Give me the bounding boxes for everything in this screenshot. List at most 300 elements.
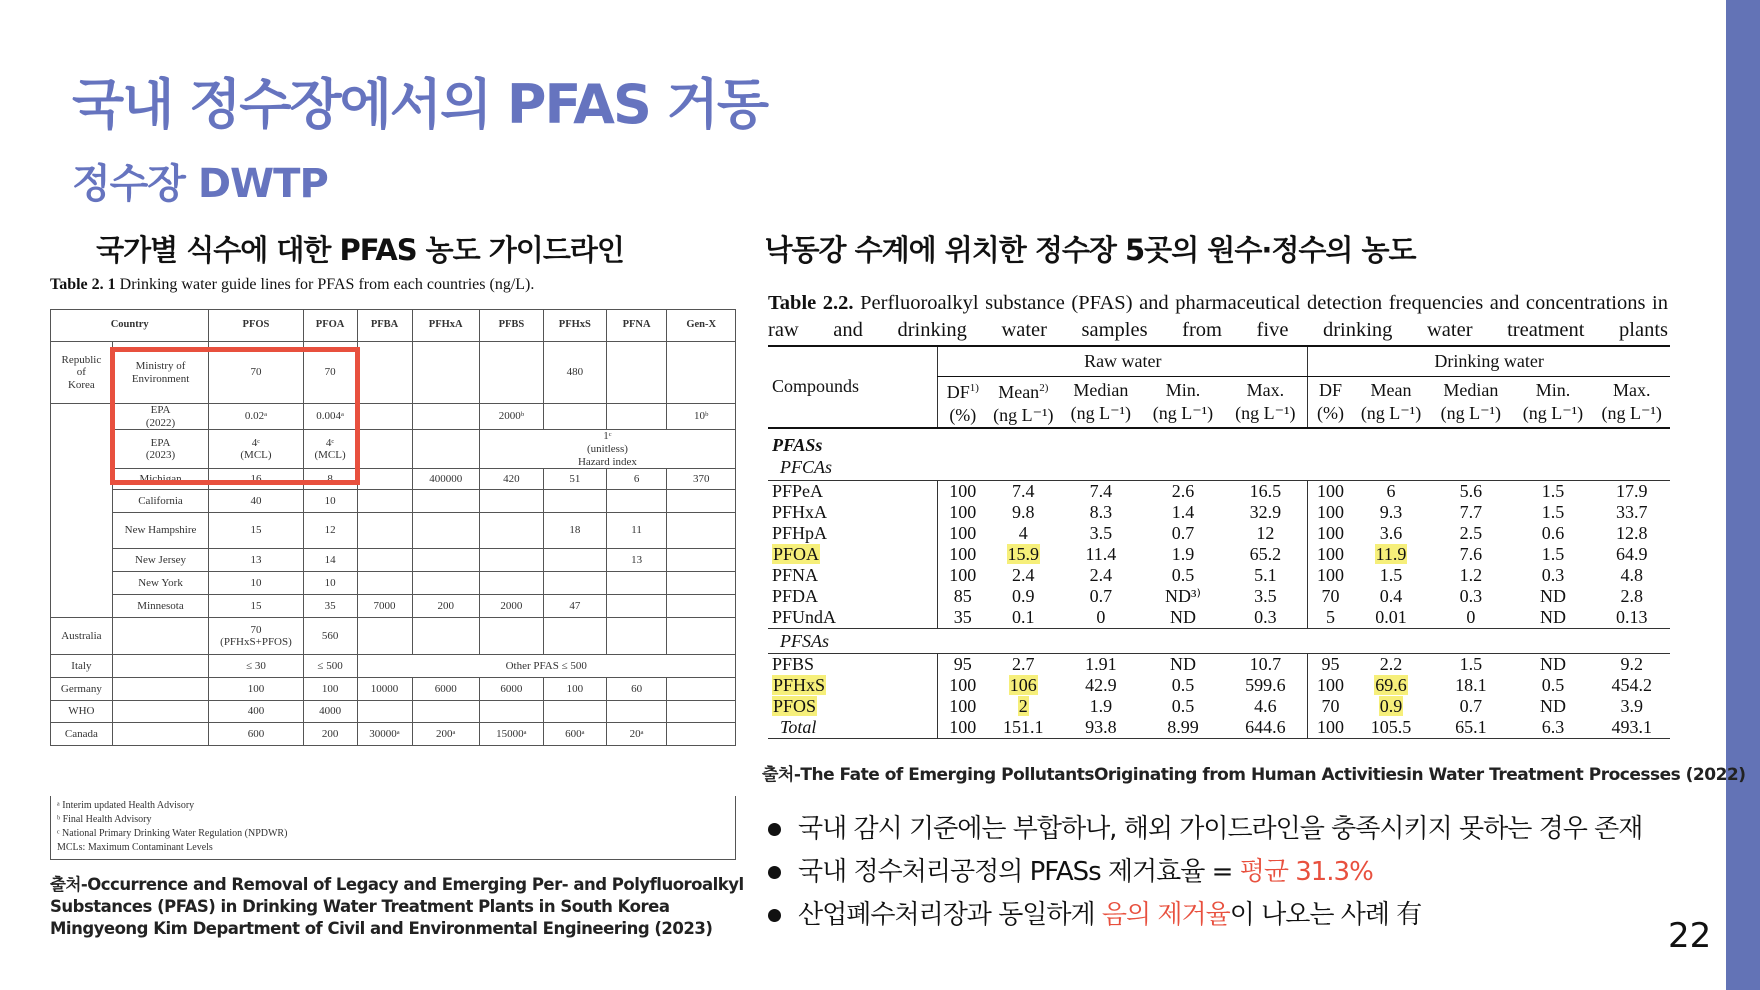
cell-value: 8.3 — [1089, 502, 1113, 522]
bullet-item — [766, 894, 1642, 937]
left-source: 출처-Occurrence and Removal of Legacy and Emerging Per- and Polyfluoroalkyl Substances (PFAS) in Drinking Water Treatment Plants in South Korea Mingyeong Kim Department of Civil and Environmental Engineering (2023) — [50, 875, 744, 938]
table-cell — [987, 565, 1059, 586]
table-cell — [543, 404, 606, 430]
table-cell — [543, 618, 606, 655]
table-row — [51, 618, 736, 655]
cell-value: 0.7 — [1459, 696, 1483, 716]
cell-value: 7.7 — [1459, 502, 1483, 522]
table-cell — [1593, 586, 1670, 607]
table-cell — [606, 701, 667, 723]
cell-value: 100 — [949, 565, 977, 585]
table-cell: 100 — [303, 678, 357, 701]
cell-value: 17.9 — [1615, 481, 1648, 501]
cell-value: 70 — [1321, 586, 1340, 606]
table-cell: 6000 — [479, 678, 543, 701]
table-cell — [938, 481, 987, 503]
column-header: PFOS — [209, 310, 303, 342]
table-cell: 2000ᵇ — [479, 404, 543, 430]
column-header: PFHxA — [412, 310, 479, 342]
table-cell — [1593, 607, 1670, 629]
cell-value: 2.4 — [1012, 565, 1035, 585]
table-cell: 480 — [543, 342, 606, 404]
table-row — [51, 678, 736, 701]
cell-value: 3.9 — [1620, 696, 1643, 716]
header-group-row — [768, 346, 1670, 376]
table-cell — [1059, 607, 1142, 629]
right-table-caption — [768, 290, 1668, 344]
column-header — [1142, 376, 1223, 428]
column-header: Gen-X — [667, 310, 736, 342]
cell-value: 599.6 — [1245, 675, 1286, 695]
table-cell — [1223, 696, 1307, 717]
slide-subtitle: 정수장 DWTP — [72, 161, 328, 207]
cell-value: 2.4 — [1089, 565, 1113, 585]
table-cell — [479, 618, 543, 655]
bullet-emphasis: 음의 제거율 — [1101, 900, 1230, 930]
table-cell: 8 — [303, 469, 357, 490]
cell-value: 454.2 — [1611, 675, 1652, 695]
compound-name — [768, 523, 938, 544]
table-cell: 13 — [606, 549, 667, 572]
table-cell — [1308, 607, 1353, 629]
caption-label: Table 2. 1 — [50, 276, 116, 293]
table-cell: 400000 — [412, 469, 479, 490]
header-unit: (ng L⁻¹) — [993, 404, 1054, 425]
table-row — [51, 549, 736, 572]
table-cell — [606, 595, 667, 618]
column-header — [1223, 376, 1307, 428]
table-cell: ≤ 500 — [303, 655, 357, 678]
table-cell — [1223, 586, 1307, 607]
cell-value: 32.9 — [1249, 502, 1282, 522]
header-label: Max. — [1246, 379, 1285, 400]
table-cell — [1308, 544, 1353, 565]
guideline-footnotes — [50, 796, 736, 860]
cell-value: 2.7 — [1012, 654, 1035, 674]
table-cell — [1223, 502, 1307, 523]
table-cell: 10 — [303, 490, 357, 513]
table-cell — [1223, 607, 1307, 629]
table-cell — [51, 404, 113, 618]
table-cell: New Hampshire — [112, 513, 209, 549]
table-cell: 600ᵃ — [543, 723, 606, 746]
table-cell — [1308, 675, 1353, 696]
cell-value: 3.6 — [1379, 523, 1403, 543]
table-cell — [938, 607, 987, 629]
table-cell — [667, 678, 736, 701]
caption-label: Table 2.2. — [768, 292, 854, 314]
cell-value: 2.2 — [1379, 654, 1403, 674]
cell-value: 12.8 — [1615, 523, 1648, 543]
group-label: PFCAs — [780, 457, 832, 478]
cell-value: PFPeA — [772, 481, 824, 501]
table-cell: 14 — [303, 549, 357, 572]
table-cell — [1059, 523, 1142, 544]
table-cell: Germany — [51, 678, 113, 701]
table-cell: Minnesota — [112, 595, 209, 618]
cell-value: 0.5 — [1171, 565, 1195, 585]
compound-name — [768, 565, 938, 586]
cell-value: 7.4 — [1012, 481, 1035, 501]
header-label: Min. — [1165, 379, 1201, 400]
cell-value: 100 — [1317, 544, 1345, 564]
cell-value: 0.1 — [1012, 607, 1035, 627]
cell-value: 1.4 — [1171, 502, 1195, 522]
table-cell — [1512, 607, 1593, 629]
table-cell: 100 — [543, 678, 606, 701]
column-header: PFOA — [303, 310, 357, 342]
bullet-text: 국내 감시 기준에는 부합하나, 해외 가이드라인을 충족시키지 못하는 경우 존재 — [798, 814, 1643, 844]
table-cell — [1142, 523, 1223, 544]
table-cell: 200 — [303, 723, 357, 746]
table-cell — [938, 696, 987, 717]
table-cell — [1353, 565, 1429, 586]
column-header — [1059, 376, 1142, 428]
highlight-box — [110, 347, 360, 485]
group-row — [768, 456, 1670, 481]
table-cell — [479, 513, 543, 549]
compound-name — [768, 675, 938, 696]
cell-value: 0.7 — [1089, 586, 1113, 606]
table-cell: 2000 — [479, 595, 543, 618]
table-cell — [938, 565, 987, 586]
table-cell: 420 — [479, 469, 543, 490]
header-unit: (ng L⁻¹) — [1522, 402, 1584, 423]
table-cell — [1223, 565, 1307, 586]
compounds-header: Compounds — [768, 346, 938, 428]
cell-value: 100 — [949, 523, 977, 543]
table-cell — [1142, 654, 1223, 676]
table-cell: 370 — [667, 469, 736, 490]
table-cell: 4ᶜ (MCL) — [209, 430, 303, 469]
compound-name — [768, 696, 938, 717]
table-cell: 6.3 — [1541, 717, 1565, 737]
bullet-text: 이 나오는 사례 有 — [1229, 900, 1422, 930]
table-cell — [1059, 502, 1142, 523]
table-cell — [1308, 696, 1353, 717]
cell-value: PFHxA — [772, 502, 828, 522]
table-cell — [987, 607, 1059, 629]
cell-value: ND — [1169, 654, 1196, 674]
table-cell — [357, 430, 412, 469]
group-label: PFASs — [772, 434, 823, 455]
cell-value: 5.1 — [1254, 565, 1277, 585]
cell-value: 100 — [1317, 523, 1345, 543]
header-unit: (ng L⁻¹) — [1070, 402, 1132, 423]
column-header: PFNA — [606, 310, 667, 342]
table-cell: Australia — [51, 618, 113, 655]
cell-value: 2.6 — [1171, 481, 1195, 501]
table-cell: 70 (PFHxS+PFOS) — [209, 618, 303, 655]
header-unit: (%) — [949, 404, 977, 425]
cell-value: 3.5 — [1089, 523, 1113, 543]
footnote: ᶜ National Primary Drinking Water Regulation (NPDWR) — [57, 828, 288, 839]
cell-value: 100 — [949, 696, 977, 716]
table-cell — [1512, 675, 1593, 696]
table-cell — [1353, 544, 1429, 565]
table-cell: 10ᵇ — [667, 404, 736, 430]
cell-value: 1.5 — [1541, 481, 1565, 501]
cell-value: 2.8 — [1620, 586, 1643, 606]
cell-value: 0.7 — [1171, 523, 1195, 543]
header-label: DF — [1319, 379, 1343, 400]
table-cell — [112, 701, 209, 723]
cell-value: 0.3 — [1541, 565, 1565, 585]
cell-value: 1.2 — [1459, 565, 1483, 585]
cell-value: 5.6 — [1459, 481, 1483, 501]
cell-value: 95 — [1321, 654, 1340, 674]
table-cell — [412, 342, 479, 404]
table-cell — [987, 544, 1059, 565]
header-unit: (ng L⁻¹) — [1152, 402, 1214, 423]
table-row — [768, 565, 1670, 586]
cell-value: 70 — [1321, 696, 1340, 716]
cell-value: PFDA — [772, 586, 819, 606]
table-cell — [1512, 654, 1593, 676]
group-label: PFSAs — [780, 630, 829, 651]
table-cell: 0.004ᵃ — [303, 404, 357, 430]
cell-value: PFHxS — [773, 675, 826, 695]
group-row — [768, 629, 1670, 654]
table-cell — [606, 342, 667, 404]
table-cell — [1223, 675, 1307, 696]
table-cell — [543, 549, 606, 572]
table-cell: 51 — [543, 469, 606, 490]
cell-value: 15.9 — [1007, 544, 1040, 564]
table-cell — [987, 481, 1059, 503]
table-cell — [1353, 696, 1429, 717]
table-cell: 47 — [543, 595, 606, 618]
compound-name — [768, 481, 938, 503]
table-cell — [412, 430, 479, 469]
table-cell — [1429, 607, 1512, 629]
cell-value: 2.5 — [1459, 523, 1483, 543]
table-cell — [938, 502, 987, 523]
cell-value: 3.5 — [1254, 586, 1277, 606]
cell-value: 0.3 — [1459, 586, 1483, 606]
table-cell: 105.5 — [1370, 717, 1412, 737]
column-header — [938, 376, 987, 428]
table-cell: 100 — [938, 717, 987, 739]
bullet-text: 국내 정수처리공정의 PFASs 제거효율 = — [798, 857, 1240, 887]
table-cell — [1593, 654, 1670, 676]
table-cell — [1512, 544, 1593, 565]
table-row — [768, 481, 1670, 503]
header-unit: (ng L⁻¹) — [1360, 402, 1422, 423]
cell-value: ND — [1539, 586, 1566, 606]
compound-name — [768, 654, 938, 676]
cell-value: 35 — [953, 607, 972, 627]
table-cell: 100 — [1308, 717, 1353, 739]
column-header — [987, 376, 1059, 428]
table-cell: 16 — [209, 469, 303, 490]
table-cell: 200ᵃ — [412, 723, 479, 746]
left-table-caption — [50, 276, 534, 294]
table-cell — [1429, 481, 1512, 503]
table-cell — [1593, 502, 1670, 523]
table-cell — [412, 404, 479, 430]
table-cell: 15 — [209, 595, 303, 618]
table-cell — [357, 513, 412, 549]
table-cell — [1223, 544, 1307, 565]
table-cell — [987, 696, 1059, 717]
column-header: PFBS — [479, 310, 543, 342]
table-cell — [667, 701, 736, 723]
cell-value: 100 — [1317, 481, 1345, 501]
table-cell — [938, 675, 987, 696]
table-cell — [543, 701, 606, 723]
table-row — [51, 655, 736, 678]
cell-value: 9.2 — [1620, 654, 1643, 674]
table-cell: 1ᶜ (unitless) Hazard index — [479, 430, 735, 469]
table-cell — [357, 701, 412, 723]
table-cell — [357, 342, 412, 404]
table-cell: 20ᵃ — [606, 723, 667, 746]
cell-value: 1.9 — [1171, 544, 1195, 564]
table-cell — [1059, 586, 1142, 607]
footnote: ᵃ Interim updated Health Advisory — [57, 800, 195, 811]
cell-value: 1.9 — [1089, 696, 1113, 716]
table-row — [768, 523, 1670, 544]
compound-name — [768, 544, 938, 565]
table-cell — [938, 586, 987, 607]
cell-value: 100 — [949, 502, 977, 522]
table-row — [51, 572, 736, 595]
table-cell: Ministry of Environment — [112, 342, 209, 404]
cell-value: 33.7 — [1615, 502, 1648, 522]
table-cell — [938, 544, 987, 565]
table-cell: 644.6 — [1245, 717, 1286, 737]
cell-value: 9.3 — [1379, 502, 1403, 522]
table-cell: 4000 — [303, 701, 357, 723]
table-row — [768, 544, 1670, 565]
cell-value: 0 — [1096, 607, 1106, 627]
cell-value: 69.6 — [1375, 675, 1407, 695]
table-cell — [1142, 481, 1223, 503]
table-cell: 12 — [303, 513, 357, 549]
table-cell — [479, 342, 543, 404]
table-cell — [1512, 481, 1593, 503]
table-cell — [479, 572, 543, 595]
table-cell — [412, 618, 479, 655]
cell-value: 7.6 — [1459, 544, 1483, 564]
table-cell — [357, 490, 412, 513]
table-cell — [606, 490, 667, 513]
table-cell: 560 — [303, 618, 357, 655]
header-label: Max. — [1612, 379, 1651, 400]
compound-name — [768, 607, 938, 629]
column-header — [1593, 376, 1670, 428]
table-cell — [112, 678, 209, 701]
table-cell: 93.8 — [1085, 717, 1117, 737]
cell-value: 100 — [1317, 565, 1345, 585]
cell-value: 0.9 — [1379, 696, 1403, 716]
column-header: Country — [51, 310, 209, 342]
header-label: Min. — [1535, 379, 1571, 400]
left-section-heading: 국가별 식수에 대한 PFAS 농도 가이드라인 — [96, 233, 624, 267]
cell-value: 0.6 — [1541, 523, 1565, 543]
table-cell — [112, 618, 209, 655]
table-cell — [357, 572, 412, 595]
table-cell: 493.1 — [1611, 717, 1652, 737]
cell-value: 0.5 — [1541, 675, 1565, 695]
table-header-row — [51, 310, 736, 342]
table-cell — [987, 675, 1059, 696]
table-cell — [479, 490, 543, 513]
cell-value: 0.4 — [1379, 586, 1403, 606]
table-row — [768, 607, 1670, 629]
table-cell — [938, 654, 987, 676]
table-cell — [1059, 481, 1142, 503]
table-cell — [606, 572, 667, 595]
cell-value: 1.5 — [1541, 544, 1565, 564]
table-cell: 11 — [606, 513, 667, 549]
table-cell — [1593, 696, 1670, 717]
cell-value: 11.9 — [1375, 544, 1407, 564]
header-label: Mean — [998, 381, 1040, 402]
column-header — [1353, 376, 1429, 428]
table-cell: 10000 — [357, 678, 412, 701]
table-cell: California — [112, 490, 209, 513]
table-row — [768, 502, 1670, 523]
table-cell: 200 — [412, 595, 479, 618]
table-cell — [1593, 544, 1670, 565]
table-cell: EPA (2023) — [112, 430, 209, 469]
table-cell — [938, 523, 987, 544]
table-cell: 15 — [209, 513, 303, 549]
table-cell — [1429, 696, 1512, 717]
cell-value: 0 — [1466, 607, 1476, 627]
table-cell — [667, 618, 736, 655]
table-cell: 151.1 — [1003, 717, 1044, 737]
table-row — [768, 696, 1670, 717]
table-cell — [667, 342, 736, 404]
table-cell — [667, 723, 736, 746]
table-cell: 100 — [209, 678, 303, 701]
table-cell — [667, 513, 736, 549]
table-cell — [1142, 586, 1223, 607]
table-cell: 600 — [209, 723, 303, 746]
table-cell — [1353, 523, 1429, 544]
right-source: 출처-The Fate of Emerging PollutantsOriginating from Human Activitiesin Water Treatment Processes (2022) — [762, 765, 1746, 785]
cell-value: 100 — [1317, 502, 1345, 522]
table-cell — [1429, 502, 1512, 523]
drinking-water-header: Drinking water — [1308, 346, 1670, 376]
table-cell — [1512, 586, 1593, 607]
header-label: DF — [946, 381, 970, 402]
cell-value: 0.01 — [1375, 607, 1407, 627]
table-cell — [1512, 696, 1593, 717]
table-cell — [987, 523, 1059, 544]
table-cell — [1429, 654, 1512, 676]
cell-value: PFOA — [773, 544, 820, 564]
table-cell — [112, 655, 209, 678]
bullet-emphasis: 평균 31.3% — [1239, 857, 1373, 887]
table-cell — [357, 618, 412, 655]
cell-value: 0.5 — [1171, 675, 1195, 695]
table-cell — [1059, 544, 1142, 565]
column-header — [1512, 376, 1593, 428]
table-cell — [667, 549, 736, 572]
cell-value: 0.3 — [1254, 607, 1277, 627]
table-cell: 7000 — [357, 595, 412, 618]
table-cell: New Jersey — [112, 549, 209, 572]
cell-value: 18.1 — [1455, 675, 1487, 695]
table-cell: 60 — [606, 678, 667, 701]
cell-value: 1.5 — [1459, 654, 1483, 674]
table-cell — [357, 469, 412, 490]
table-cell — [1223, 654, 1307, 676]
